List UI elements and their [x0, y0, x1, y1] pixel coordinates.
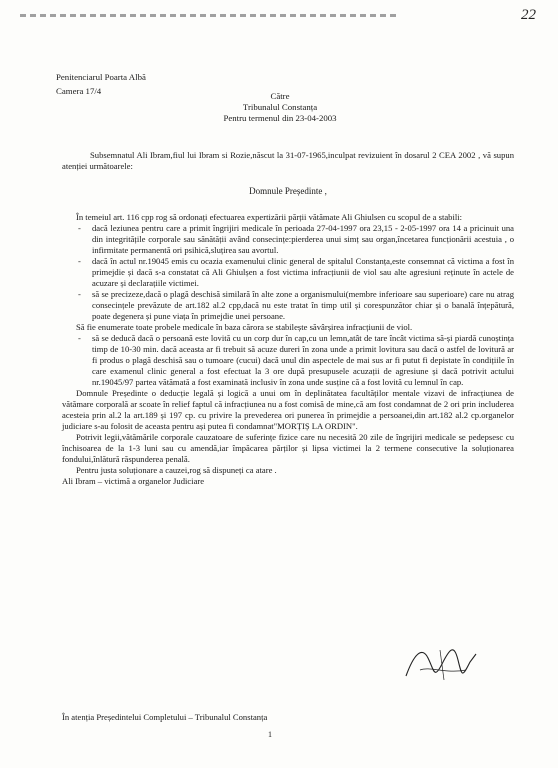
request-paragraph: În temeiul art. 116 cpp rog să ordonați efectuarea expertizării părții vătămate Ali Ghiulsen cu scopul de a stabili:: [76, 211, 463, 222]
sender-cell: Camera 17/4: [56, 86, 102, 97]
addressee-to: Către: [270, 91, 290, 101]
law-paragraph: Potrivit legii,vătămările corporale cauzatoare de suferințe fizice care nu necesită 20 zile de îngrijiri medicale se pedepsesc cu închisoarea de la 1-3 luni sau cu amendă,iar împăcarea părților și lipsa victimei la 2 termene consecutive la soluționarea fondului,înlătură răspunderea penală.: [62, 431, 514, 464]
list-item: - să se deducă dacă o persoană este lovită cu un corp dur în cap,cu un lemn,atât de tare încât victima să-și piardă cunoștința timp de 10-30 min. dacă aceasta ar fi trebuit să acuze dureri în zona unde a primit lovitura sau dacă o astfel de lovitură ar fi produs o plagă deschisă sau o tumoare (cucui) dacă unul din aspectele de mai sus ar fi putut fi depistate în condițiile în care examenul clinic general a fost efectuat la 3 ore după presupusele acuzații de agresiune și dacă potrivit actului nr.19045/97 partea vătămată a fost examinată inclusiv în zona unde susține că a fost lovită cu lemnul în cap.: [92, 333, 514, 388]
sender-block: [56, 70, 146, 98]
page-number: 22: [521, 7, 536, 23]
letter-body: [62, 150, 514, 487]
scan-artifact: [20, 14, 400, 17]
addressee-block: [180, 91, 380, 124]
list-item: - dacă leziunea pentru care a primit îngrijiri medicale în perioada 27-04-1997 ora 23,15 - 2-05-1997 ora 14 a pricinuit una din integritățile corporale sau sănătății având consecințe:pierderea unui simț sau organ,încetarea funcționării acestuia , o infirmitate permanentă ori psihică,sluțirea sau avortul.: [92, 223, 514, 256]
signoff: Ali Ibram – victimă a organelor Judiciare: [62, 475, 205, 486]
footer-page-number: 1: [268, 730, 272, 739]
handwritten-signature: [400, 640, 480, 685]
sender-institution: Penitenciarul Poarta Albă: [56, 72, 146, 82]
footer-note: În atenția Președintelui Completului – Tribunalul Constanța: [62, 712, 268, 722]
intro-paragraph: Subsemnatul Ali Ibram,fiul lui Ibram si Rozie,născut la 31-07-1965,inculpat revizuient în dosarul 2 CEA 2002 , vă supun atenției următoarele:: [62, 150, 514, 171]
expertise-questions-list: [62, 223, 514, 322]
list-item: - dacă în actul nr.19045 emis cu ocazia examenului clinic general de spitalul Constanța,este consemnat că victima a fost în primejdie și dacă s-a constatat că Ali Ghiulșen a fost victima infracțiunii de viol sau alte agresiuni reținute în actele de acuzare și declarațiile victimei.: [92, 256, 514, 289]
addressee-court: Tribunalul Constanța: [242, 101, 318, 112]
greeting: Domnule Președinte ,: [249, 186, 327, 196]
evidence-paragraph: Să fie enumerate toate probele medicale în baza cărora se stabilește săvârșirea infracțiunii de viol.: [76, 321, 413, 332]
deduction-paragraph: Domnule Președinte o deducție legală și logică a unui om în deplinătatea facultăților mentale vizavi de infracțiunea de vătămare corporală ar scoate în relief faptul că infracțiunea nu a fost comisă de mine,că am fost condamnat de 2 ori prin includerea acesteia prin al.2 la art.189 și 197 cp. cu privire la prevederea ori punerea în primejdie a persoanei,din art.182 al.2 cp.organelor judiciare s-au folosit de aceasta pentru ași putea fi condamnat"MORȚIȘ LA ORDIN".: [62, 387, 514, 431]
list-item: - să se precizeze,dacă o plagă deschisă similară în alte zone a organismului(membre inferioare sau superioare) care nu atrag consecințele prevăzute de art.182 al.2 cpp,dacă nu este tratat în timp util și corespunzător chiar și o banală înțepătură, poate degenera și pune viața în primejdie unei persoane.: [92, 289, 514, 322]
addressee-term: Pentru termenul din 23-04-2003: [223, 112, 337, 123]
deduction-list: [62, 333, 514, 388]
closing-request: Pentru justa soluționare a cauzei,rog să dispuneți ca atare .: [76, 464, 277, 475]
